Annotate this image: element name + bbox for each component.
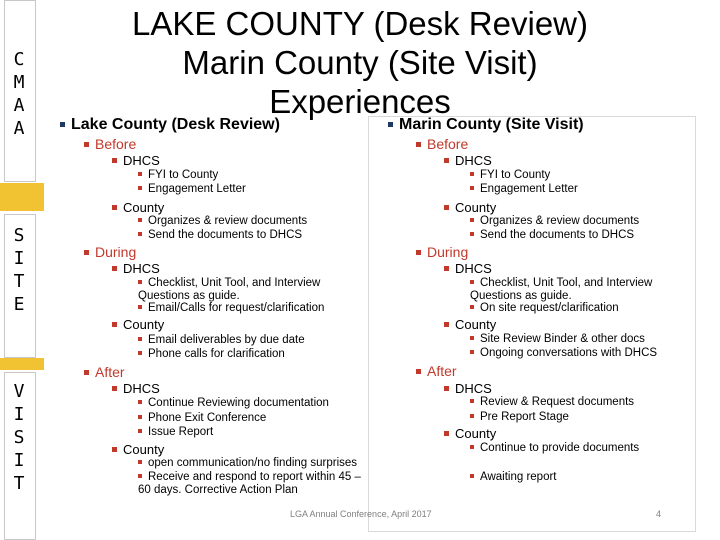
bullet-icon	[112, 322, 117, 327]
right-during: During	[416, 244, 468, 260]
bullet-icon	[470, 172, 474, 176]
left-heading: Lake County (Desk Review)	[60, 116, 280, 134]
bullet-icon	[444, 386, 449, 391]
bullet-icon	[470, 305, 474, 309]
bullet-icon	[60, 122, 65, 127]
left-during: During	[84, 244, 136, 260]
bullet-icon	[470, 474, 474, 478]
list-item: Engagement Letter	[470, 183, 578, 196]
bullet-icon	[112, 447, 117, 452]
title-line: Marin County (Site Visit)	[182, 44, 538, 81]
list-item: Pre Report Stage	[470, 411, 569, 424]
bullet-icon	[444, 322, 449, 327]
title-line: LAKE COUNTY (Desk Review)	[132, 5, 588, 42]
sidebar-letter: I	[13, 404, 25, 425]
bullet-icon	[138, 351, 142, 355]
list-item: FYI to County	[470, 169, 550, 182]
right-heading: Marin County (Site Visit)	[388, 116, 584, 134]
left-during-dhcs: DHCS	[112, 261, 160, 276]
sidebar-letter: M	[13, 72, 25, 93]
sidebar-letter: S	[13, 225, 25, 246]
sidebar-letter: A	[13, 95, 25, 116]
right-before: Before	[416, 136, 468, 152]
bullet-icon	[112, 158, 117, 163]
footer-text: LGA Annual Conference, April 2017	[290, 509, 432, 519]
bullet-icon	[138, 232, 142, 236]
bullet-icon	[444, 158, 449, 163]
bullet-icon	[470, 414, 474, 418]
right-before-dhcs: DHCS	[444, 153, 492, 168]
list-item: Send the documents to DHCS	[138, 229, 302, 242]
bullet-icon	[138, 337, 142, 341]
bullet-icon	[416, 250, 421, 255]
bullet-icon	[138, 400, 142, 404]
right-before-county: County	[444, 200, 496, 215]
bullet-icon	[112, 205, 117, 210]
page-title	[100, 4, 620, 121]
bullet-icon	[138, 474, 142, 478]
list-item: Site Review Binder & other docs	[470, 333, 645, 346]
bullet-icon	[388, 122, 393, 127]
bullet-icon	[470, 445, 474, 449]
left-after-dhcs: DHCS	[112, 381, 160, 396]
sidebar-letter: I	[13, 450, 25, 471]
bullet-icon	[416, 369, 421, 374]
list-item: Continue to provide documents	[470, 442, 639, 455]
list-item: Checklist, Unit Tool, and Interview Questions as guide.	[470, 277, 653, 302]
sidebar-gold-band	[0, 358, 44, 370]
list-item: Email deliverables by due date	[138, 334, 305, 347]
list-item: Receive and respond to report within 45 – 60 days. Corrective Action Plan	[138, 471, 361, 496]
bullet-icon	[138, 305, 142, 309]
bullet-icon	[470, 232, 474, 236]
left-before-dhcs: DHCS	[112, 153, 160, 168]
list-item: Phone Exit Conference	[138, 412, 266, 425]
list-item: Engagement Letter	[138, 183, 246, 196]
list-item: Organizes & review documents	[138, 215, 307, 228]
bullet-icon	[416, 142, 421, 147]
left-during-county: County	[112, 317, 164, 332]
list-item: Checklist, Unit Tool, and Interview Questions as guide.	[138, 277, 321, 302]
sidebar-letter: I	[13, 248, 25, 269]
bullet-icon	[138, 186, 142, 190]
list-item: Phone calls for clarification	[138, 348, 285, 361]
left-before-county: County	[112, 200, 164, 215]
bullet-icon	[84, 370, 89, 375]
sidebar-gold-band	[0, 183, 44, 211]
bullet-icon	[138, 460, 142, 464]
page-number: 4	[656, 509, 662, 519]
list-item: Email/Calls for request/clarification	[138, 302, 324, 315]
right-after: After	[416, 363, 457, 379]
bullet-icon	[470, 186, 474, 190]
list-item: Review & Request documents	[470, 396, 634, 409]
sidebar-letter: T	[13, 271, 25, 292]
bullet-icon	[138, 172, 142, 176]
list-item: FYI to County	[138, 169, 218, 182]
sidebar	[0, 0, 44, 540]
list-item: On site request/clarification	[470, 302, 619, 315]
sidebar-letter: S	[13, 427, 25, 448]
bullet-icon	[84, 142, 89, 147]
list-item: Awaiting report	[470, 471, 557, 484]
bullet-icon	[444, 431, 449, 436]
sidebar-letter: E	[13, 294, 25, 315]
title-line: Experiences	[269, 83, 451, 120]
sidebar-letters-cma	[4, 48, 34, 140]
sidebar-letter: V	[13, 381, 25, 402]
bullet-icon	[112, 266, 117, 271]
left-after: After	[84, 364, 125, 380]
list-item: Continue Reviewing documentation	[138, 397, 329, 410]
sidebar-letter: T	[13, 473, 25, 494]
bullet-icon	[470, 336, 474, 340]
left-after-county: County	[112, 442, 164, 457]
bullet-icon	[138, 218, 142, 222]
bullet-icon	[138, 415, 142, 419]
list-item: open communication/no finding surprises	[138, 457, 357, 470]
list-item: Send the documents to DHCS	[470, 229, 634, 242]
bullet-icon	[470, 280, 474, 284]
right-during-county: County	[444, 317, 496, 332]
list-item: Ongoing conversations with DHCS	[470, 347, 657, 360]
right-after-county: County	[444, 426, 496, 441]
right-during-dhcs: DHCS	[444, 261, 492, 276]
sidebar-letters-site	[4, 224, 34, 316]
sidebar-letters-visit	[4, 380, 34, 495]
bullet-icon	[84, 250, 89, 255]
bullet-icon	[470, 350, 474, 354]
bullet-icon	[138, 429, 142, 433]
bullet-icon	[470, 218, 474, 222]
list-item: Issue Report	[138, 426, 213, 439]
bullet-icon	[138, 280, 142, 284]
list-item: Organizes & review documents	[470, 215, 639, 228]
sidebar-letter: C	[13, 49, 25, 70]
bullet-icon	[470, 399, 474, 403]
bullet-icon	[444, 205, 449, 210]
right-after-dhcs: DHCS	[444, 381, 492, 396]
left-before: Before	[84, 136, 136, 152]
sidebar-letter: A	[13, 118, 25, 139]
bullet-icon	[112, 386, 117, 391]
bullet-icon	[444, 266, 449, 271]
